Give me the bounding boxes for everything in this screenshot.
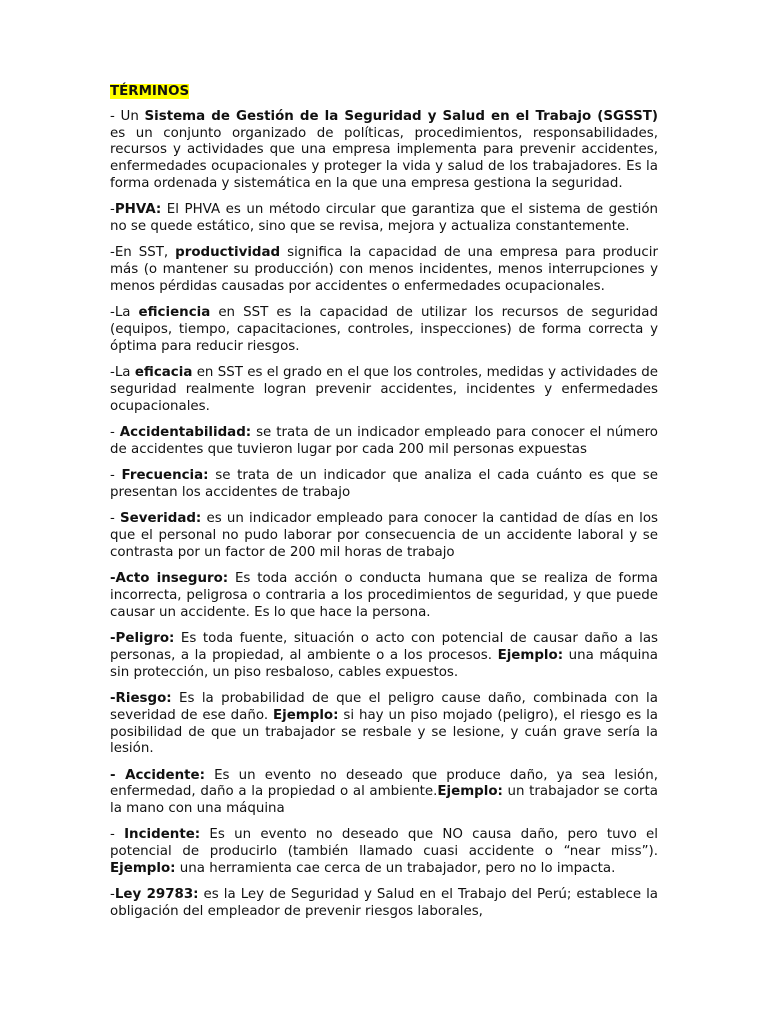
term-bold-text: productividad (175, 245, 281, 261)
term-paragraph (110, 202, 658, 236)
term-paragraph (110, 109, 658, 193)
term-paragraph (110, 691, 658, 758)
term-text: Es toda fuente, situación o acto con potencial de causar daño a las personas, a la propiedad, al ambiente o a los procesos. (110, 631, 658, 663)
term-text: - (110, 827, 125, 843)
term-text: - (110, 425, 120, 441)
term-bold-text: Ejemplo: (437, 784, 503, 800)
term-text: es la Ley de Seguridad y Salud en el Trabajo del Perú; establece la obligación del empleador de prevenir riesgos laborales, (110, 887, 659, 920)
term-bold-text: -Acto inseguro: (110, 571, 229, 587)
term-text: una máquina sin protección, un piso resbaloso, cables expuestos. (110, 647, 658, 680)
term-text: se trata de un indicador empleado para conocer el número de accidentes que tuvieron lugar por cada 200 mil personas expuestas (110, 425, 658, 457)
term-text: en SST es el grado en el que los controles, medidas y actividades de seguridad realmente logran prevenir accidentes, incidentes y enfermedades ocupacionales. (110, 365, 658, 414)
term-bold-text: - Accidente: (110, 767, 205, 783)
term-text: - Un (110, 108, 145, 124)
term-bold-text: eficiencia (138, 305, 211, 321)
term-text: es un conjunto organizado de políticas, procedimientos, responsabilidades, recursos y actividades que una empresa implementa para prevenir accidentes, enfermedades ocupacionales y proteger la vida y salud de los trabajadores. Es la forma ordenada y sistemática en la que una empresa gestiona la seguridad. (110, 125, 658, 191)
term-bold-text: Ejemplo: (110, 861, 176, 877)
terms-list (110, 109, 658, 921)
term-text: Es la probabilidad de que el peligro cause daño, combinada con la severidad de ese daño. (110, 690, 658, 723)
term-paragraph (110, 425, 658, 459)
highlighted-heading-text: TÉRMINOS (110, 84, 190, 99)
term-bold-text: Ejemplo: (497, 647, 564, 663)
term-paragraph (110, 827, 658, 877)
section-heading (110, 84, 658, 101)
term-bold-text: -Peligro: (110, 631, 175, 647)
term-text: significa la capacidad de una empresa para producir más (o mantener su producción) con menos incidentes, menos interrupciones y menos pérdidas causadas por accidentes o enfermedades ocupacionales. (110, 245, 658, 294)
term-paragraph (110, 571, 658, 621)
term-bold-text: Ejemplo: (272, 707, 339, 723)
term-text: - (110, 202, 115, 218)
term-paragraph (110, 511, 658, 561)
term-text: una herramienta cae cerca de un trabajador, pero no lo impacta. (175, 861, 616, 877)
term-paragraph (110, 365, 658, 415)
term-text: un trabajador se corta la mano con una máquina (110, 784, 658, 817)
term-text: si hay un piso mojado (peligro), el riesgo es la posibilidad de que un trabajador se resbale y se lesione, y cuán grave sería la lesión. (110, 707, 658, 757)
term-text: El PHVA es un método circular que garantiza que el sistema de gestión no se quede estático, sino que se revisa, mejora y actualiza constantemente. (110, 202, 658, 235)
term-bold-text: Incidente: (124, 827, 201, 843)
term-text: -La (110, 305, 139, 321)
term-bold-text: Sistema de Gestión de la Seguridad y Salud en el Trabajo (SGSST) (144, 108, 658, 124)
term-paragraph (110, 245, 658, 295)
term-bold-text: eficacia (134, 365, 193, 381)
term-paragraph (110, 631, 658, 681)
term-text: Es toda acción o conducta humana que se realiza de forma incorrecta, peligrosa o contraria a los procedimientos de seguridad, y que puede causar un accidente. Es lo que hace la persona. (110, 571, 658, 620)
term-paragraph (110, 468, 658, 502)
term-text: se trata de un indicador que analiza el cada cuánto es que se presentan los accidentes de trabajo (110, 468, 658, 500)
term-text: Es un evento no deseado que NO causa daño, pero tuvo el potencial de producirlo (también llamado cuasi accidente o “near miss”). (110, 827, 658, 860)
term-text: es un indicador empleado para conocer la cantidad de días en los que el personal no pudo laborar por consecuencia de un accidente laboral y se contrasta por un factor de 200 mil horas de trabajo (110, 511, 658, 560)
term-bold-text: PHVA: (114, 202, 162, 218)
term-paragraph (110, 305, 658, 355)
term-bold-text: Frecuencia: (121, 468, 209, 484)
term-text: Es un evento no deseado que produce daño, ya sea lesión, enfermedad, daño a la propiedad o al ambiente. (110, 767, 658, 800)
term-text: en SST es la capacidad de utilizar los recursos de seguridad (equipos, tiempo, capacitaciones, controles, inspecciones) de forma correcta y óptima para reducir riesgos. (110, 305, 658, 354)
term-bold-text: Accidentabilidad: (119, 425, 252, 441)
term-paragraph (110, 887, 658, 921)
term-text: - (110, 511, 120, 527)
term-text: - (110, 468, 122, 484)
term-text: - (110, 887, 115, 903)
term-text: -En SST, (110, 245, 176, 261)
term-bold-text: Ley 29783: (114, 887, 199, 903)
term-paragraph (110, 768, 658, 818)
term-bold-text: Severidad: (120, 511, 202, 527)
term-text: -La (110, 365, 135, 381)
term-bold-text: -Riesgo: (110, 690, 172, 706)
document-page (110, 84, 658, 930)
